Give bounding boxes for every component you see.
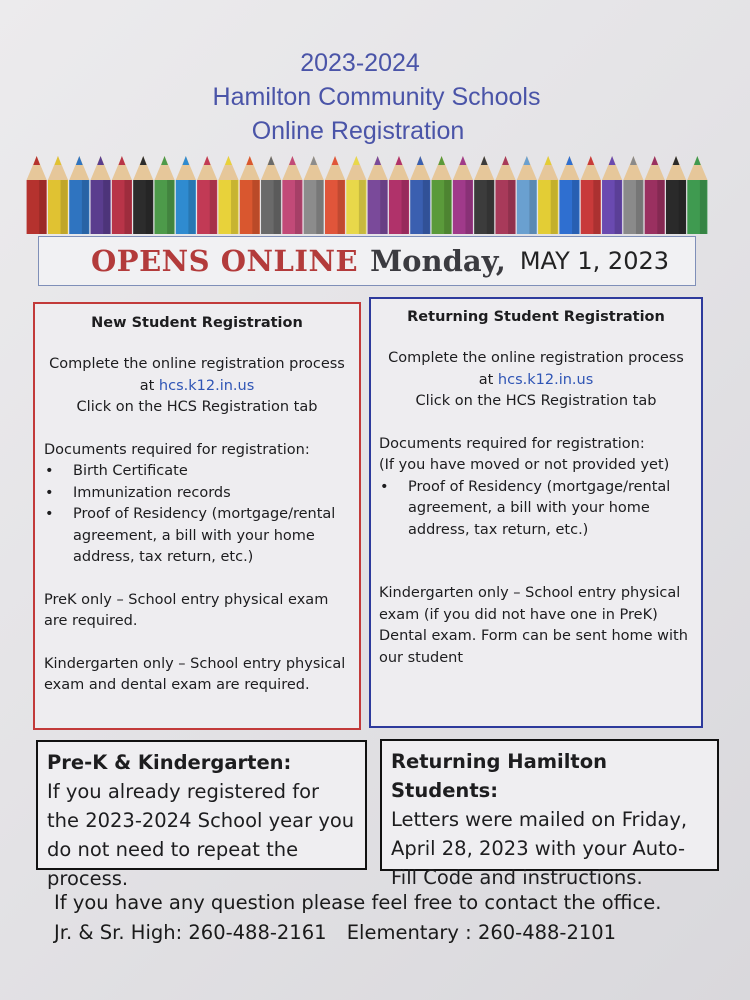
returning-docs-heading: Documents required for registration: <box>379 435 645 452</box>
prek-note-heading: Pre-K & Kindergarten: <box>47 751 292 774</box>
pencil <box>112 156 132 234</box>
elementary-label: Elementary : <box>346 921 472 944</box>
pencil <box>91 156 111 234</box>
pencil <box>645 156 665 234</box>
new-url-line: at hcs.k12.in.us <box>139 377 255 394</box>
jr-sr-high-label: Jr. & Sr. High: <box>54 921 183 944</box>
opening-date: MAY 1, 2023 <box>519 247 669 275</box>
pencil <box>666 156 686 234</box>
prek-note-body: If you already registered for the 2023-2024 School year you do not need to repeat the process. <box>47 780 355 890</box>
prek-requirement: PreK only – School entry physical exam are required. <box>44 591 329 629</box>
returning-note-body: Letters were mailed on Friday, April 28, 2023 with your Auto-Fill Code and instructions. <box>391 808 688 889</box>
pencil <box>304 156 324 234</box>
pencil <box>325 156 345 234</box>
new-click-text: Click on the HCS Registration tab <box>76 399 318 415</box>
school-name: Hamilton Community Schools <box>212 83 541 111</box>
pencil <box>623 156 643 234</box>
returning-complete-text: Complete the online registration process <box>388 350 684 366</box>
pencil <box>538 156 558 234</box>
opens-online-text: OPENS ONLINE <box>91 244 359 278</box>
jr-sr-high-phone: 260-488-2161 <box>188 921 327 944</box>
returning-note-heading: Returning Hamilton Students: <box>391 750 608 802</box>
flyer-header <box>0 46 750 148</box>
new-student-registration-box <box>33 302 361 730</box>
pencil <box>432 156 452 234</box>
pencil <box>133 156 153 234</box>
list-item: • Immunization records <box>44 483 350 505</box>
new-student-heading: New Student Registration <box>91 315 303 331</box>
new-docs-list <box>44 461 350 569</box>
returning-docs-subnote: (If you have moved or not provided yet) <box>379 457 670 473</box>
returning-registration-link[interactable]: hcs.k12.in.us <box>497 371 594 388</box>
pencil <box>495 156 515 234</box>
pencil <box>581 156 601 234</box>
returning-student-registration-box <box>369 297 703 728</box>
pencil <box>368 156 388 234</box>
prek-kindergarten-note <box>36 740 367 890</box>
list-item: • Birth Certificate <box>44 461 350 483</box>
new-docs-heading: Documents required for registration: <box>44 441 310 458</box>
colored-pencils-illustration <box>26 150 708 234</box>
elementary-phone: 260-488-2101 <box>477 921 617 944</box>
kinder-requirement: Kindergarten only – School entry physical exam and dental exam are required. <box>44 655 346 693</box>
pencil <box>48 156 68 234</box>
returning-student-heading: Returning Student Registration <box>407 309 665 325</box>
pencil <box>453 156 473 234</box>
contact-footer <box>54 888 661 948</box>
pencil <box>559 156 579 234</box>
new-complete-text: Complete the online registration process <box>49 356 345 372</box>
pencil <box>69 156 89 234</box>
pencil <box>517 156 537 234</box>
pencil <box>282 156 302 234</box>
pencil <box>389 156 409 234</box>
contact-question: If you have any question please feel free to contact the office. <box>54 891 662 914</box>
pencil <box>602 156 622 234</box>
pencil <box>240 156 260 234</box>
pencil <box>218 156 238 234</box>
new-registration-link[interactable]: hcs.k12.in.us <box>158 377 255 394</box>
returning-docs-list <box>379 477 693 542</box>
pencil <box>27 156 47 234</box>
pencil <box>474 156 494 234</box>
returning-click-text: Click on the HCS Registration tab <box>415 393 657 409</box>
returning-url-line: at hcs.k12.in.us <box>478 371 594 388</box>
list-item: • Proof of Residency (mortgage/rental agreement, a bill with your home address, tax return, etc.) <box>379 477 693 542</box>
school-year: 2023-2024 <box>300 49 420 77</box>
contact-phones <box>54 918 661 948</box>
opening-date-banner <box>38 236 696 286</box>
pencil <box>687 156 707 234</box>
pencil <box>154 156 174 234</box>
pencil <box>197 156 217 234</box>
pencil <box>410 156 430 234</box>
returning-students-note <box>380 739 719 889</box>
pencil <box>346 156 366 234</box>
list-item: • Proof of Residency (mortgage/rental agreement, a bill with your home address, tax return, etc.) <box>44 504 350 569</box>
opening-day: Monday, <box>370 244 506 278</box>
pencil <box>261 156 281 234</box>
returning-kinder-requirement: Kindergarten only – School entry physical exam (if you did not have one in PreK) Dental exam. Form can be sent home with our student <box>379 585 688 666</box>
pencil <box>176 156 196 234</box>
flyer-title: Online Registration <box>251 117 465 145</box>
